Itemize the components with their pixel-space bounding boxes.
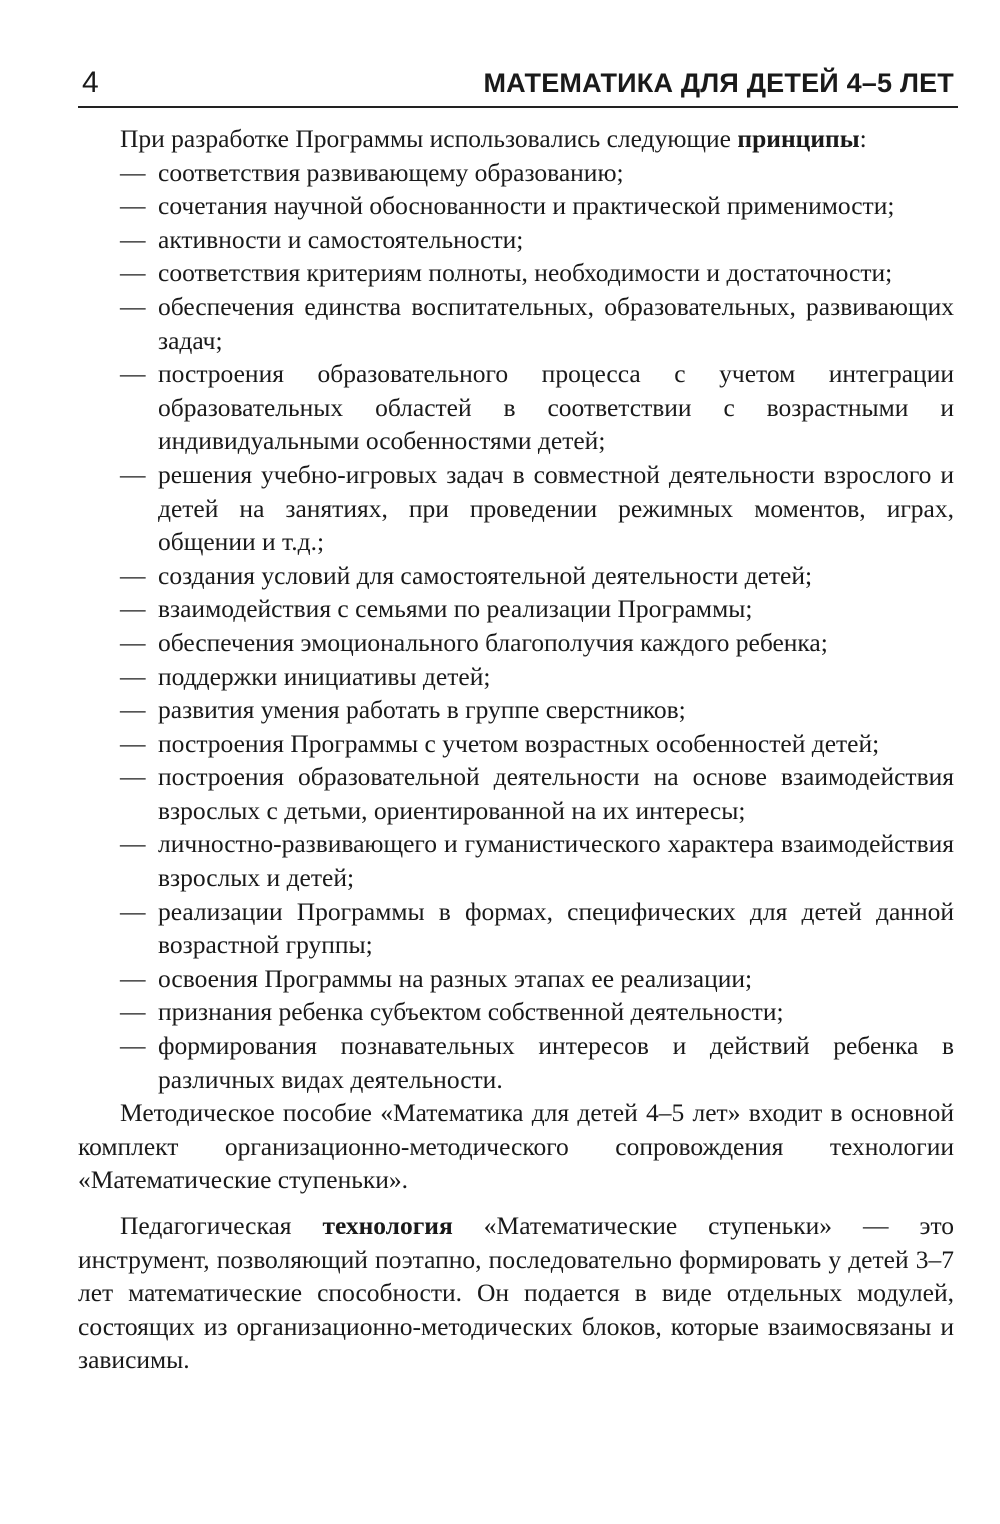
- list-item: — соответствия развивающему образованию;: [120, 157, 624, 187]
- list-item: — сочетания научной обоснованности и практической применимости;: [120, 191, 895, 221]
- page-number: 4: [82, 66, 99, 99]
- list-item: — освоения Программы на разных этапах ее реализации;: [120, 963, 753, 993]
- intro-paragraph: При разработке Программы использовались следующие принципы:: [120, 124, 867, 153]
- list-item: — поддержки инициативы детей;: [120, 661, 491, 691]
- technology-bold-term: технология: [322, 1211, 453, 1240]
- list-item: — развития умения работать в группе сверстников;: [120, 695, 686, 725]
- list-item: — соответствия критериям полноты, необходимости и достаточности;: [120, 258, 893, 288]
- list-item: — формирования познавательных интересов и действий ребенка в различных видах деятельности.: [120, 1031, 954, 1094]
- list-item: — личностно-развивающего и гуманистического характера взаимодействия взрослых и детей;: [120, 829, 954, 893]
- list-item: — создания условий для самостоятельной деятельности детей;: [120, 560, 813, 590]
- list-item: — построения Программы с учетом возрастных особенностей детей;: [120, 728, 880, 758]
- running-title: МАТЕМАТИКА ДЛЯ ДЕТЕЙ 4–5 ЛЕТ: [483, 68, 954, 98]
- page-body: [78, 122, 954, 1377]
- list-item: — взаимодействия с семьями по реализации Программы;: [120, 594, 753, 624]
- list-item: — обеспечения единства воспитательных, образовательных, развивающих задач;: [120, 291, 954, 355]
- list-item: — построения образовательной деятельности на основе взаимодействия взрослых с детьми, ориентированной на их интересы;: [120, 762, 954, 825]
- list-item: — решения учебно-игровых задач в совместной деятельности взрослого и детей на занятиях, при проведении режимных моментов, играх, общении и т.д.;: [120, 459, 954, 557]
- paragraph-technology: Педагогическая технология «Математические ступеньки» — это инструмент, позволяющий поэтапно, последовательно формировать у детей 3–7 лет математические способности. Он подается в виде отдельных модулей, состоящих из организационно-методических блоков, которые взаимосвязаны и зависимы.: [78, 1211, 954, 1375]
- page-header: [78, 62, 958, 108]
- list-item: — обеспечения эмоционального благополучия каждого ребенка;: [120, 627, 828, 657]
- list-item: — признания ребенка субъектом собственной деятельности;: [120, 997, 784, 1027]
- list-item: — активности и самостоятельности;: [120, 224, 524, 254]
- list-item: — построения образовательного процесса с учетом интеграции образовательных областей в соответствии с возрастными и индивидуальными особенностями детей;: [120, 359, 954, 456]
- paragraph-methodical-manual: Методическое пособие «Математика для детей 4–5 лет» входит в основной комплект организационно-методического сопровождения технологии «Математические ступеньки».: [78, 1098, 954, 1195]
- principles-list: [78, 156, 954, 1097]
- intro-bold-term: принципы: [737, 124, 860, 153]
- list-item: — реализации Программы в формах, специфических для детей данной возрастной группы;: [120, 896, 954, 960]
